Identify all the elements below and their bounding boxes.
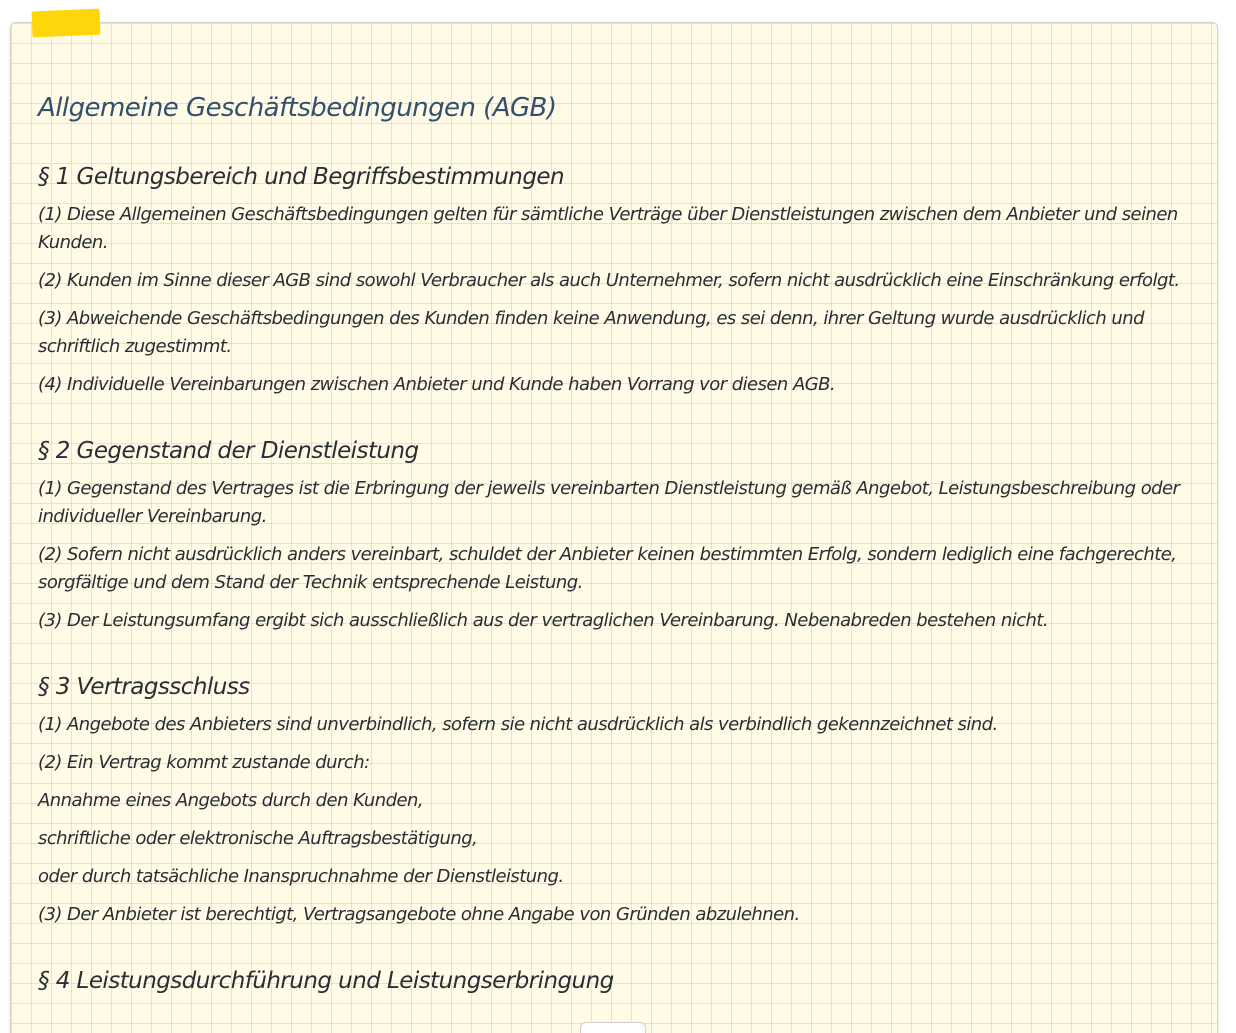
sticky-tape	[31, 9, 100, 38]
paragraph: (2) Kunden im Sinne dieser AGB sind sowohl Verbraucher als auch Unternehmer, sofern nicht ausdrücklich eine Einschränkung erfolgt.	[38, 270, 1180, 291]
section-heading: § 2 Gegenstand der Dienstleistung	[38, 438, 419, 464]
paragraph: (4) Individuelle Vereinbarungen zwischen Anbieter und Kunde haben Vorrang vor diesen AGB.	[38, 374, 836, 395]
section-heading: § 3 Vertragsschluss	[38, 674, 250, 700]
section-2	[38, 435, 1188, 635]
list-item: Annahme eines Angebots durch den Kunden,	[38, 790, 424, 811]
paragraph: (2) Sofern nicht ausdrücklich anders vereinbart, schuldet der Anbieter keinen bestimmten Erfolg, sondern lediglich eine fachgerechte, sorgfältige und dem Stand der Technik entsprechende Leistung.	[38, 544, 1177, 593]
paragraph: (1) Gegenstand des Vertrages ist die Erbringung der jeweils vereinbarten Dienstleistung gemäß Angebot, Leistungsbeschreibung oder individueller Vereinbarung.	[38, 478, 1180, 527]
section-3	[38, 671, 1188, 929]
paragraph: (1) Angebote des Anbieters sind unverbindlich, sofern sie nicht ausdrücklich als verbindlich gekennzeichnet sind.	[38, 714, 998, 735]
section-heading: § 4 Leistungsdurchführung und Leistungserbringung	[38, 968, 614, 994]
document-title: Allgemeine Geschäftsbedingungen (AGB)	[38, 93, 557, 123]
section-4	[38, 965, 1188, 997]
section-heading: § 1 Geltungsbereich und Begriffsbestimmungen	[38, 164, 565, 190]
paragraph: (3) Abweichende Geschäftsbedingungen des Kunden finden keine Anwendung, es sei denn, ihrer Geltung wurde ausdrücklich und schriftlich zugestimmt.	[38, 308, 1144, 357]
paragraph: (2) Ein Vertrag kommt zustande durch:	[38, 752, 370, 773]
section-1	[38, 161, 1188, 399]
list-item: oder durch tatsächliche Inanspruchnahme der Dienstleistung.	[38, 866, 564, 887]
paragraph: (3) Der Leistungsumfang ergibt sich ausschließlich aus der vertraglichen Vereinbarung. Nebenabreden bestehen nicht.	[38, 610, 1049, 631]
paragraph: (1) Diese Allgemeinen Geschäftsbedingungen gelten für sämtliche Verträge über Dienstleistungen zwischen dem Anbieter und seinen Kunden.	[38, 204, 1178, 253]
document-paper	[10, 22, 1218, 1033]
paragraph: (3) Der Anbieter ist berechtigt, Vertragsangebote ohne Angabe von Gründen abzulehnen.	[38, 904, 800, 925]
scroll-tab-handle[interactable]	[580, 1022, 646, 1033]
document-content	[38, 89, 1188, 997]
list-item: schriftliche oder elektronische Auftragsbestätigung,	[38, 828, 478, 849]
